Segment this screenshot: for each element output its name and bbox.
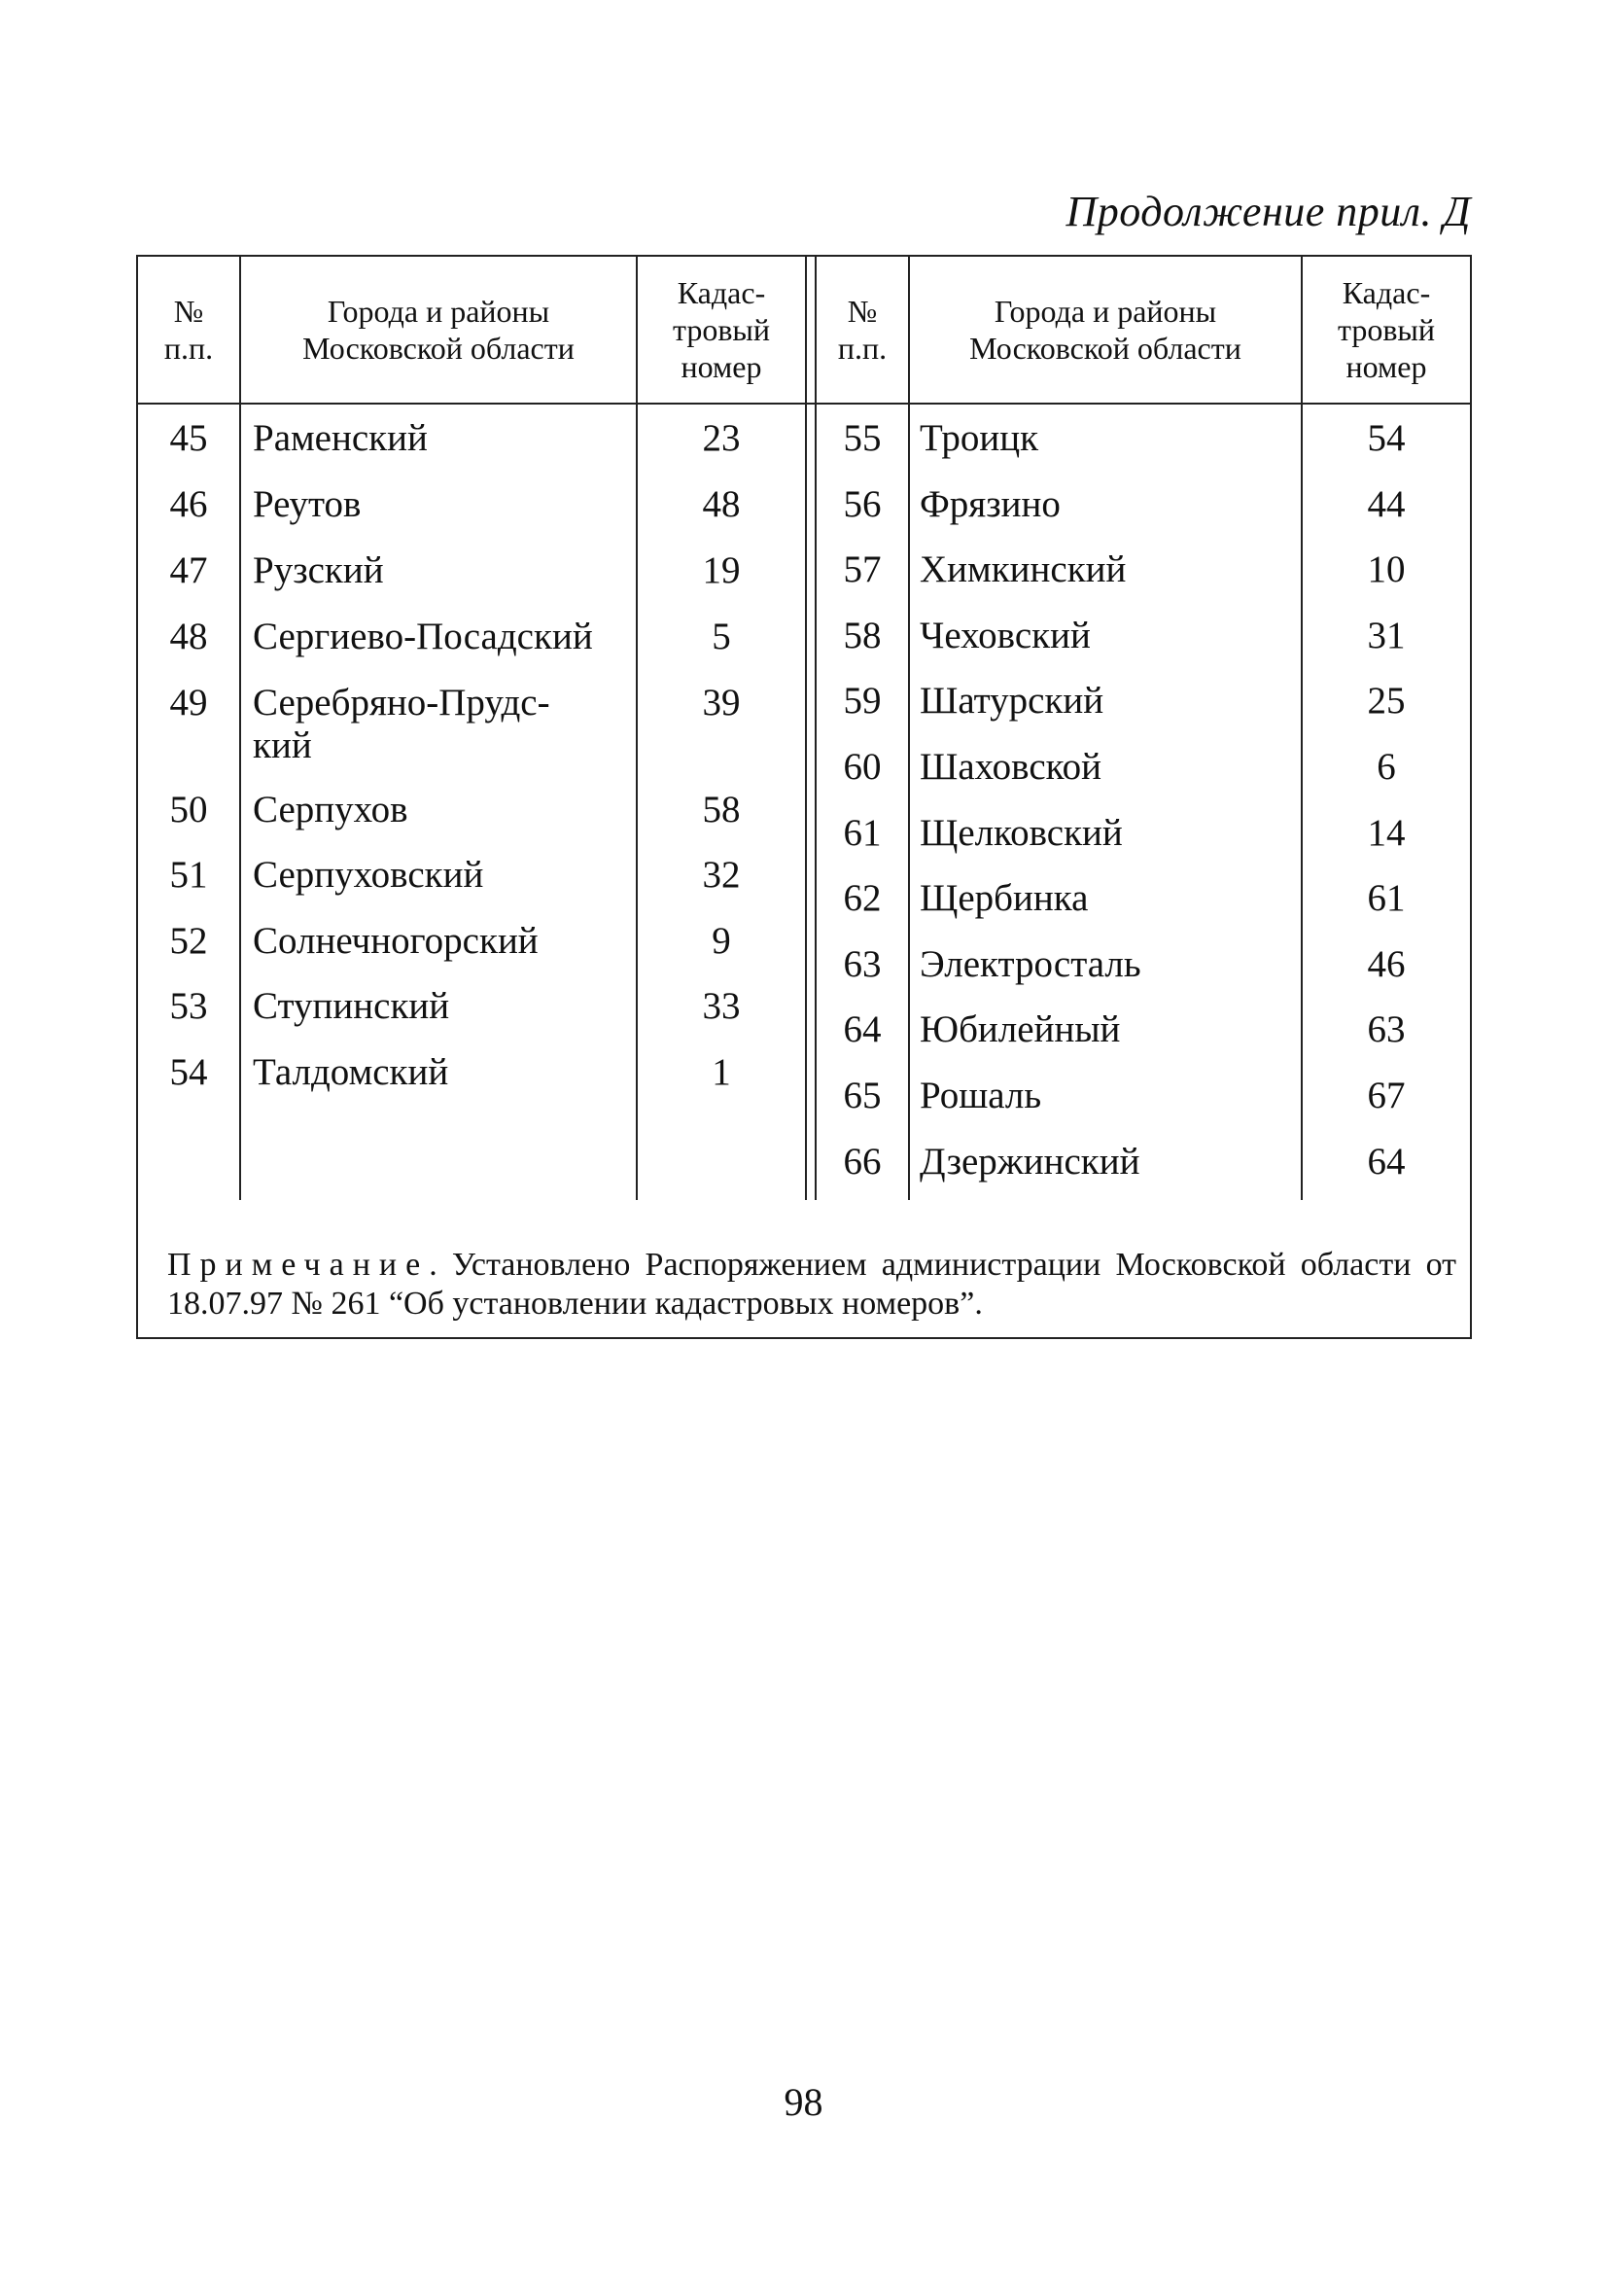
district-name: Рузский <box>253 549 384 591</box>
cadastral-number: 31 <box>1367 614 1406 656</box>
district-name: Чеховский <box>920 614 1091 656</box>
note-label: Примечание <box>167 1247 430 1283</box>
row-number: 61 <box>843 811 882 854</box>
district-name: Щелковский <box>920 811 1123 854</box>
district-name: Фрязино <box>920 482 1061 525</box>
note-text: . Установлено Распоряжением администрации Московской области от 18.07.97 № 261 “Об установлении кадастровых номеров”. <box>167 1247 1456 1322</box>
col-divider <box>805 257 807 1200</box>
district-name: Реутов <box>253 483 362 525</box>
row-number: 49 <box>169 682 208 724</box>
row-number: 53 <box>169 985 208 1027</box>
row-number: 66 <box>843 1140 882 1183</box>
header-name: Города и районы Московской области <box>302 294 575 366</box>
cadastral-number: 39 <box>702 682 741 724</box>
cadastral-number: 14 <box>1367 811 1406 854</box>
header-divider <box>138 403 1470 405</box>
district-name: Троицк <box>920 417 1039 459</box>
cadastral-number: 64 <box>1367 1140 1406 1183</box>
row-number: 63 <box>843 942 882 985</box>
district-name: Химкинский <box>920 548 1127 591</box>
cadastral-number: 58 <box>702 789 741 830</box>
row-number: 52 <box>169 920 208 962</box>
district-name: Талдомский <box>253 1051 449 1093</box>
row-number: 55 <box>843 417 882 459</box>
cadastral-number: 46 <box>1367 942 1406 985</box>
row-number: 54 <box>169 1051 208 1093</box>
district-name: Сергиево-Посадский <box>253 616 593 657</box>
cadastral-number: 32 <box>702 854 741 896</box>
district-name: Серебряно-Прудс- <box>253 682 550 724</box>
cadastral-number: 25 <box>1367 680 1406 723</box>
district-name: Ступинский <box>253 985 450 1027</box>
cadastral-number: 19 <box>702 549 741 591</box>
district-name: Серпухов <box>253 789 408 830</box>
district-name: Шаховской <box>920 746 1102 788</box>
row-number: 48 <box>169 616 208 657</box>
cadastral-number: 6 <box>1377 746 1396 788</box>
cadastral-number: 1 <box>712 1051 731 1093</box>
header-num: № п.п. <box>837 294 888 366</box>
header-code: Кадас- тровый номер <box>672 275 771 384</box>
cadastral-number: 33 <box>702 985 741 1027</box>
cadastral-number: 63 <box>1367 1008 1406 1051</box>
row-number: 45 <box>169 417 208 459</box>
cadastral-number: 54 <box>1367 417 1406 459</box>
cadastral-number: 9 <box>712 920 731 962</box>
cadastral-number: 61 <box>1367 877 1406 920</box>
row-number: 56 <box>843 482 882 525</box>
row-number: 64 <box>843 1008 882 1051</box>
row-number: 57 <box>843 548 882 591</box>
cadastral-number: 44 <box>1367 482 1406 525</box>
cadastral-number: 48 <box>702 483 741 525</box>
district-name: Щербинка <box>920 877 1089 920</box>
row-number: 47 <box>169 549 208 591</box>
header-num: № п.п. <box>163 294 214 366</box>
district-name: Электросталь <box>920 942 1141 985</box>
district-name: Серпуховский <box>253 854 484 896</box>
cadastral-number: 10 <box>1367 548 1406 591</box>
continuation-caption: Продолжение прил. Д <box>1066 188 1471 235</box>
district-name: Дзержинский <box>920 1140 1140 1183</box>
district-name: Рошаль <box>920 1075 1042 1116</box>
row-number: 46 <box>169 483 208 525</box>
row-number: 65 <box>843 1075 882 1116</box>
cadastral-number: 5 <box>712 616 731 657</box>
cadastral-table <box>136 255 1472 1339</box>
row-number: 60 <box>843 746 882 788</box>
header-code: Кадас- тровый номер <box>1337 275 1436 384</box>
row-number: 59 <box>843 680 882 723</box>
cadastral-number: 67 <box>1367 1075 1406 1116</box>
district-name: Юбилейный <box>920 1008 1121 1051</box>
table-note <box>167 1246 1456 1324</box>
cadastral-number: 23 <box>702 417 741 459</box>
header-name: Города и районы Московской области <box>969 294 1241 366</box>
district-name-continued: кий <box>253 724 312 766</box>
row-number: 62 <box>843 877 882 920</box>
row-number: 51 <box>169 854 208 896</box>
row-number: 50 <box>169 789 208 830</box>
district-name: Шатурский <box>920 680 1104 723</box>
district-name: Раменский <box>253 417 428 459</box>
row-number: 58 <box>843 614 882 656</box>
page-number: 98 <box>784 2080 823 2124</box>
district-name: Солнечногорский <box>253 920 539 962</box>
